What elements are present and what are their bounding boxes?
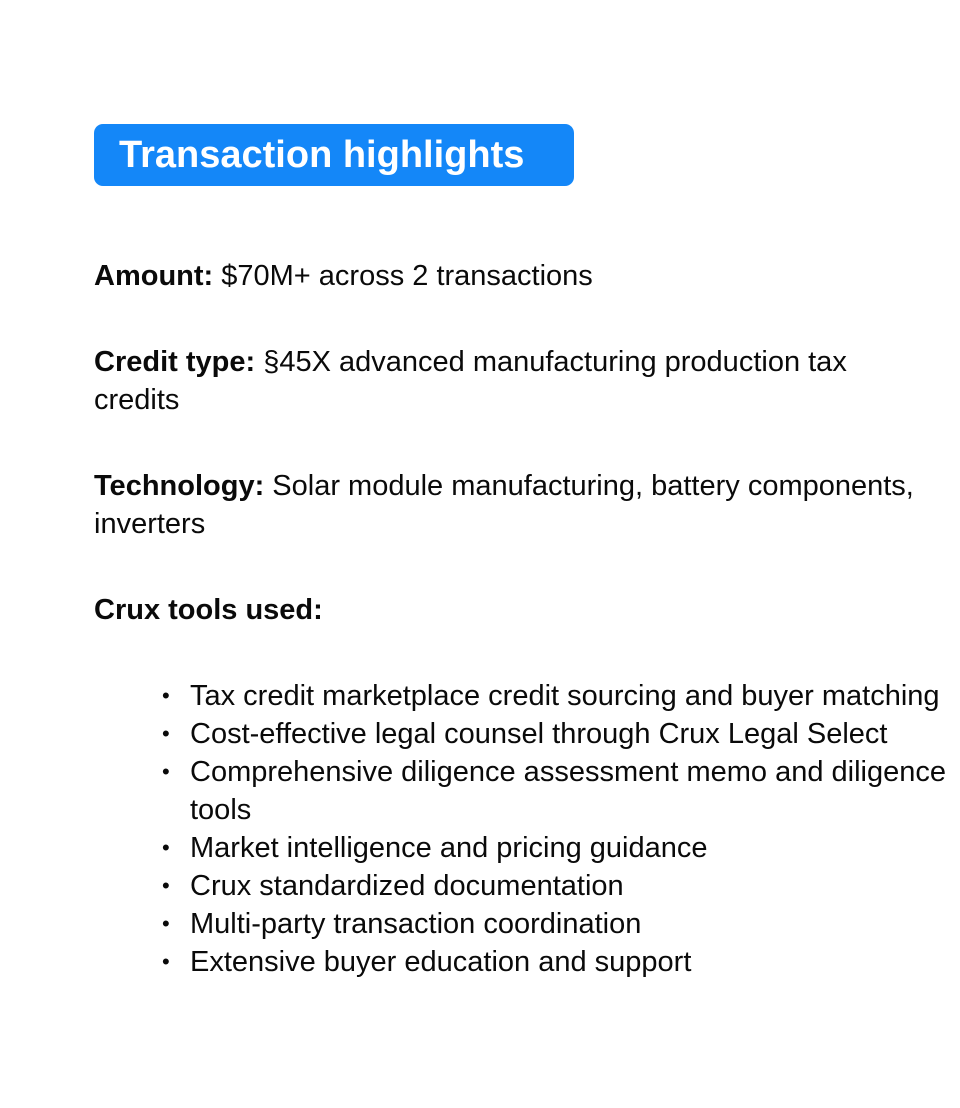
bullet-icon: • — [162, 721, 170, 746]
tools-list — [160, 677, 950, 981]
list-item — [160, 867, 950, 905]
bullet-icon: • — [162, 873, 170, 898]
list-item — [160, 829, 950, 867]
bullet-icon: • — [162, 911, 170, 936]
credit-type-label: Credit type: — [94, 346, 256, 378]
list-item-text: Comprehensive diligence assessment memo and diligence tools — [190, 756, 947, 826]
page-title: Transaction highlights — [94, 124, 574, 186]
tools-label: Crux tools used: — [94, 594, 323, 626]
bullet-icon: • — [162, 949, 170, 974]
list-item — [160, 677, 950, 715]
list-item-text: Multi-party transaction coordination — [190, 908, 642, 940]
credit-type-value: §45X advanced manufacturing production tax credits — [94, 346, 847, 416]
list-item-text: Market intelligence and pricing guidance — [190, 832, 708, 864]
credit-type-field — [94, 343, 924, 419]
technology-value: Solar module manufacturing, battery components, inverters — [94, 470, 914, 540]
list-item-text: Extensive buyer education and support — [190, 946, 692, 978]
technology-label: Technology: — [94, 470, 265, 502]
list-item-text: Tax credit marketplace credit sourcing and buyer matching — [190, 680, 940, 712]
list-item — [160, 905, 950, 943]
list-item — [160, 753, 950, 829]
bullet-icon: • — [162, 683, 170, 708]
amount-field — [94, 257, 924, 295]
bullet-icon: • — [162, 835, 170, 860]
technology-field — [94, 467, 924, 543]
list-item — [160, 943, 950, 981]
tools-heading — [94, 591, 924, 629]
list-item — [160, 715, 950, 753]
amount-label: Amount: — [94, 260, 214, 292]
list-item-text: Crux standardized documentation — [190, 870, 624, 902]
bullet-icon: • — [162, 759, 170, 784]
amount-value: $70M+ across 2 transactions — [221, 260, 593, 292]
list-item-text: Cost-effective legal counsel through Crux Legal Select — [190, 718, 888, 750]
